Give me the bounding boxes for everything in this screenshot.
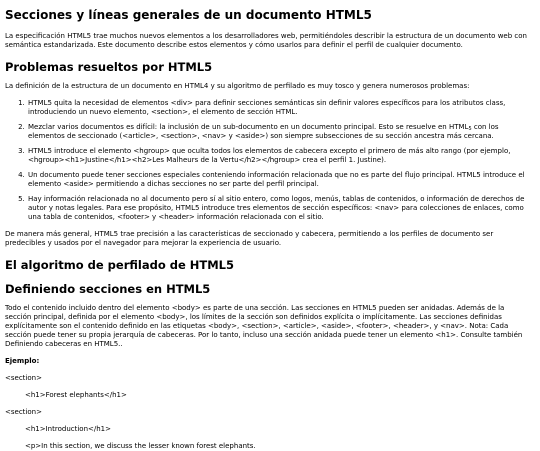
html-version-subscript: 5 — [468, 126, 472, 132]
section-heading-algorithm: El algoritmo de perfilado de HTML5 — [5, 258, 235, 272]
section-heading-problems: Problemas resueltos por HTML5 — [5, 60, 213, 74]
example-label: Ejemplo: — [5, 357, 40, 365]
problems-lead-paragraph: La definición de la estructura de un documento en HTML4 y su algoritmo de perfilado es muy tosco y genera numerosos problemas: — [5, 82, 470, 90]
code-line: <section> — [5, 408, 42, 416]
problems-list-item-text-a: Mezclar varios documentos es difícil: la inclusión de un sub-documento en un documento principal. Esto se resuelve en HTML — [28, 123, 469, 131]
code-line: <p>In this section, we discuss the lesser known forest elephants. — [25, 442, 256, 450]
code-line: <h1>Forest elephants</h1> — [25, 391, 127, 399]
code-line: <section> — [5, 374, 42, 382]
problems-list-item: 1. HTML5 quita la necesidad de elementos <div> para definir secciones semánticas sin definir valores específicos para los atributos class, introduciendo un nuevo elemento, <section>, el elemento de sección HTML. — [27, 99, 528, 117]
problems-list-item: 3. HTML5 introduce el elemento <hgroup> que oculta todos los elementos de cabecera excepto el primero de más alto rango (por ejemplo, <hgroup><h1>Justine</h1><h2>Les Malheurs de la Vertu</h2></hgroup> crea el perfil 1. Justine). — [27, 147, 528, 165]
problems-list — [5, 99, 528, 222]
problems-list-item: 4. Un documento puede tener secciones especiales conteniendo información relacionada que no es parte del flujo principal. HTML5 introduce el elemento <aside> permitiendo a dichas secciones no ser parte del perfil principal. — [27, 171, 528, 189]
section-heading-defining: Definiendo secciones en HTML5 — [5, 282, 211, 296]
problems-list-item — [27, 123, 528, 141]
defining-body-paragraph: Todo el contenido incluido dentro del elemento <body> es parte de una sección. Las secciones en HTML5 pueden ser anidadas. Además de la sección principal, definida por el elemento <body>, los límites de la sección son definidos explícita o implícitamente. Las secciones definidas explícitamente son el contenido definido en las etiquetas <body>, <section>, <article>, <aside>, <footer>, <header>, y <nav>. Nota: Cada sección puede tener su propia jerarquía de cabeceras. Por lo tanto, incluso una sección anidada puede tener un elemento <h1>. Consulte también Definiendo cabeceras en HTML5.. — [5, 304, 523, 348]
intro-paragraph: La especificación HTML5 trae muchos nuevos elementos a los desarrolladores web, permitiéndoles describir la estructura de un documento web con semántica estandarizada. Este documento describe estos elementos y cómo usarlos para definir el perfil de cualquier documento. — [5, 32, 527, 49]
problems-list-item-text-b: con los elementos de seccionado (<article>, <section>, <nav> y <aside>) son siempre subsecciones de su sección ancestra más cercana. — [28, 123, 499, 140]
page-title: Secciones y líneas generales de un documento HTML5 — [5, 8, 372, 22]
problems-list-item: 5. Hay información relacionada no al documento pero sí al sitio entero, como logos, menús, tablas de contenidos, o información de derechos de autor y notas legales. Para ese propósito, HTML5 introduce tres elementos de sección específicos: <nav> para colecciones de enlaces, como una tabla de contenidos, <footer> y <header> información relacionada con el sitio. — [27, 195, 528, 222]
code-line: <h1>Introduction</h1> — [25, 425, 111, 433]
problems-conclusion-paragraph: De manera más general, HTML5 trae precisión a las características de seccionado y cabecera, permitiendo a los perfiles de documento ser predecibles y usados por el navegador para mejorar la experiencia de usuario. — [5, 230, 494, 247]
